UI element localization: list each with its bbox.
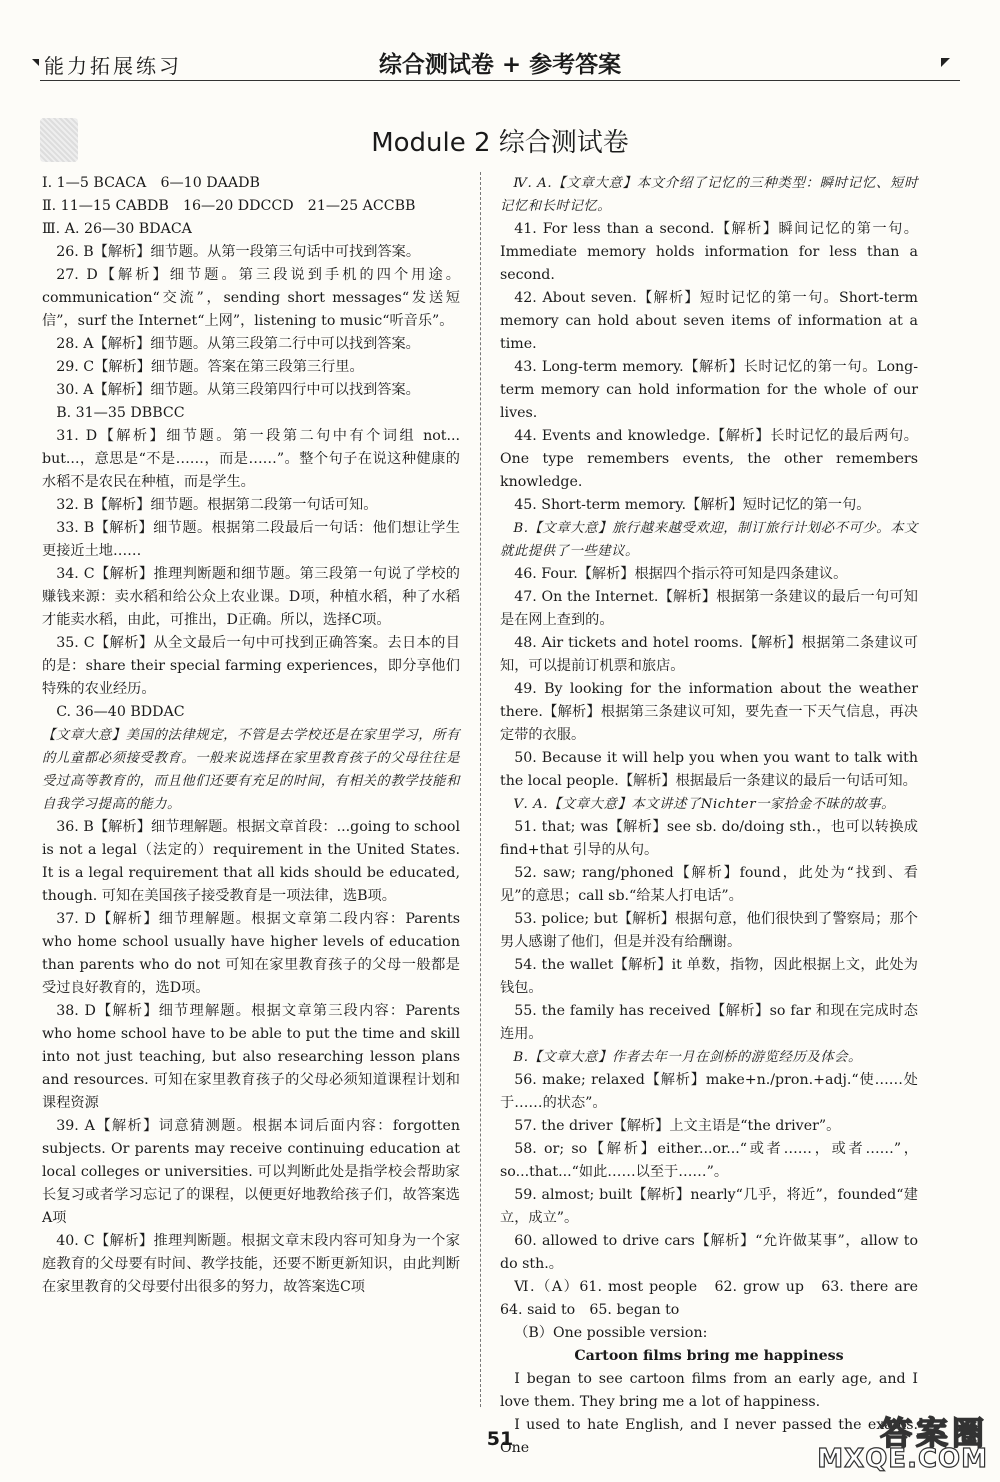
answer-explanation: 52. saw; rang/phoned【解析】found，此处为“找到、看见”的意思；call sb.“给某人打电话”。 [500,865,918,904]
answer-explanation: 54. the wallet【解析】it 单数，指物，因此根据上文，此处为钱包。 [500,957,918,996]
answer-explanation: 33. B【解析】细节题。根据第二段最后一句话：他们想让学生更接近土地…… [42,520,460,559]
answer-explanation: 60. allowed to drive cars【解析】“允许做某事”，allow to do sth.。 [500,1233,918,1272]
answer-explanation: 35. C【解析】从全文最后一句中可找到正确答案。去日本的目的是：share their special farming experiences，即分享他们特殊的农业经历。 [42,635,460,697]
answer-explanation: 46. Four.【解析】根据四个指示符可知是四条建议。 [514,566,848,582]
answer-explanation: 41. For less than a second.【解析】瞬间记忆的第一句。Immediate memory holds information for less than a second. [500,221,918,283]
essay-paragraph: I used to hate English, and I never passed the exams. One [500,1417,918,1456]
answer-line: Ⅰ. 1—5 BCACA 6—10 DAADB [42,175,260,191]
answer-line: B. 31—35 DBBCC [56,405,185,421]
answer-explanation: 51. that; was【解析】see sb. do/doing sth.，也可以转换成find+that 引导的从句。 [500,819,918,858]
answer-explanation: 43. Long-term memory.【解析】长时记忆的第一句。Long-term memory can hold information for the whole of our lives. [500,359,918,421]
page-title: Module 2 综合测试卷 [371,128,629,158]
answer-explanation: 40. C【解析】推理判断题。根据文章末段内容可知身为一个家庭教育的父母要有时间、教学技能，还要不断更新知识，由此判断在家里教育的父母要付出很多的努力，故答案选C项 [42,1233,460,1295]
passage-summary: B.【文章大意】旅行越来越受欢迎，制订旅行计划必不可少。本文就此提供了一些建议。 [500,521,918,559]
passage-summary: 【文章大意】美国的法律规定，不管是去学校还是在家里学习，所有的儿童都必须接受教育。一般来说选择在家里教育孩子的父母往往是受过高等教育的，而且他们还要有充足的时间，有相关的教学技能和自我学习提高的能力。 [42,728,460,812]
answer-line: Ⅵ.（A）61. most people 62. grow up 63. there are 64. said to 65. began to [500,1279,933,1318]
column-divider [480,172,481,1407]
passage-summary: Ⅴ. A.【文章大意】本文讲述了Nichter一家拾金不昧的故事。 [513,797,896,812]
answer-explanation: 34. C【解析】推理判断题和细节题。第三段第一句说了学校的赚钱来源：卖水稻和给公众上农业课。D项，种植水稻，种了水稻才能卖水稻，由此，可推出，D正确。所以，选择C项。 [42,566,460,628]
watermark-bottom: MXQE.COM [817,1444,988,1474]
header-section-title: 综合测试卷 + 参考答案 [378,52,622,78]
answer-explanation: 49. By looking for the information about the weather there.【解析】根据第三条建议可知，要先查一下天气信息，再决定带的衣服。 [500,681,918,743]
essay-paragraph: I began to see cartoon films from an early age, and I love them. They bring me a lot of happiness. [500,1371,918,1410]
answer-explanation: 29. C【解析】细节题。答案在第三段第三行里。 [56,359,364,375]
answer-explanation: 42. About seven.【解析】短时记忆的第一句。Short-term memory can hold about seven items of information at a time. [500,290,918,352]
answer-explanation: 59. almost; built【解析】nearly“几乎，将近”，founded“建立，成立”。 [500,1187,918,1226]
answer-explanation: 45. Short-term memory.【解析】短时记忆的第一句。 [514,497,871,513]
answer-line: Ⅲ. A. 26—30 BDACA [42,221,192,237]
answer-explanation: 50. Because it will help you when you want to talk with the local people.【解析】根据最后一条建议的最后一句话可知。 [500,750,918,789]
answer-line: C. 36—40 BDDAC [56,704,185,720]
right-column [500,172,933,1460]
passage-summary: Ⅳ. A.【文章大意】本文介绍了记忆的三种类型：瞬时记忆、短时记忆和长时记忆。 [500,176,918,214]
answer-explanation: 28. A【解析】细节题。从第三段第二行中可以找到答案。 [56,336,420,352]
left-column [42,172,460,1299]
answer-explanation: 31. D【解析】细节题。第一段第二句中有个词组 not... but...，意思是“不是……，而是……”。整个句子在说这种健康的水稻不是农民在种植，而是学生。 [42,428,460,490]
answer-explanation: 57. the driver【解析】上文主语是“the driver”。 [514,1118,841,1134]
answer-explanation: 32. B【解析】细节题。根据第二段第一句话可知。 [56,497,378,513]
answer-explanation: 56. make; relaxed【解析】make+n./pron.+adj.“使……处于……的状态”。 [500,1072,918,1111]
answer-explanation: 30. A【解析】细节题。从第三段第四行中可以找到答案。 [56,382,420,398]
answer-explanation: 55. the family has received【解析】so far 和现在完成时态连用。 [500,1003,918,1042]
answer-explanation: 39. A【解析】词意猜测题。根据本词后面内容：forgotten subjects. Or parents may receive continuing education at local colleges or universities. 可以判断此处是指学校会帮助家长复习或者学习忘记了的课程，以便更好地教给孩子们，故答案选A项 [42,1118,460,1226]
answer-explanation: 53. police; but【解析】根据句意，他们很快到了警察局；那个男人感谢了他们，但是并没有给酬谢。 [500,911,918,950]
title-bar [40,118,960,164]
answer-explanation: 44. Events and knowledge.【解析】长时记忆的最后两句。One type remembers events, the other remembers knowledge. [500,428,918,490]
essay-intro: （B）One possible version: [514,1325,708,1341]
answer-explanation: 36. B【解析】细节理解题。根据文章首段：...going to school is not a legal（法定的）requirement in the United States. It is a legal requirement that all kids should be educated, though. 可知在美国孩子接受教育是一项法律，选B项。 [42,819,460,904]
answer-line: Ⅱ. 11—15 CABDB 16—20 DDCCD 21—25 ACCBB [42,198,416,214]
essay-title: Cartoon films bring me happiness [574,1348,844,1364]
answer-explanation: 58. or; so【解析】either...or...“或者……，或者……”，so...that...“如此……以至于……”。 [500,1141,918,1180]
watermark-logo [788,1408,988,1474]
answer-explanation: 26. B【解析】细节题。从第一段第三句话中可找到答案。 [56,244,421,260]
answer-explanation: 48. Air tickets and hotel rooms.【解析】根据第二条建议可知，可以提前订机票和旅店。 [500,635,918,674]
answer-explanation: 38. D【解析】细节理解题。根据文章第三段内容：Parents who home school have to be able to put the time and skill into not just teaching, but also researching lesson plans and resources. 可知在家里教育孩子的父母必须知道课程计划和课程资源 [42,1003,460,1111]
page-number: 51 [486,1428,514,1450]
passage-summary: B.【文章大意】作者去年一月在剑桥的游览经历及体会。 [513,1050,862,1065]
watermark-top: 答案圈 [879,1414,988,1452]
header-book-title: 能力拓展练习 [44,50,182,79]
header-rule [40,80,960,81]
answer-explanation: 47. On the Internet.【解析】根据第一条建议的最后一句可知是在网上查到的。 [500,589,918,628]
page-header [0,0,1000,82]
answer-explanation: 27. D【解析】细节题。第三段说到手机的四个用途。communication“交流”，sending short messages“发送短信”，surf the Internet“上网”，listening to music“听音乐”。 [42,267,460,329]
header-corner-mark [941,58,950,67]
answer-explanation: 37. D【解析】细节理解题。根据文章第二段内容：Parents who home school usually have higher levels of education than parents who do not 可知在家里教育孩子的父母一般都是受过良好教育的，选D项。 [42,911,460,996]
